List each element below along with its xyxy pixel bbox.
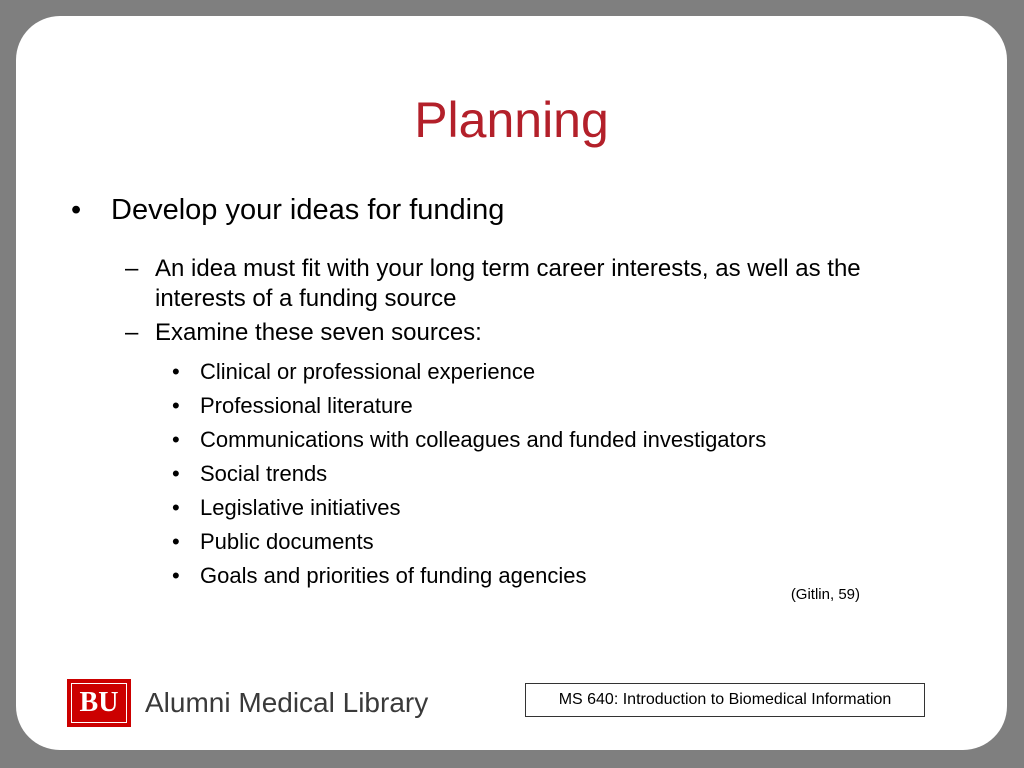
bullet-marker: • — [172, 529, 180, 554]
source-item-text: Social trends — [200, 461, 328, 486]
bullet-marker: • — [172, 393, 180, 418]
slide-title: Planning — [414, 92, 609, 148]
sub-bullet-text: Examine these seven sources: — [155, 319, 482, 346]
bullet-marker: • — [172, 427, 180, 452]
bullet-marker: • — [172, 461, 180, 486]
bullet-marker: • — [71, 194, 82, 226]
course-label: MS 640: Introduction to Biomedical Information — [525, 683, 925, 717]
bu-logo-text: BU — [71, 683, 127, 723]
sub-bullet-text: An idea must fit with your long term career interests, as well as the interests of a funding source — [155, 255, 861, 312]
dash-marker: – — [125, 319, 139, 346]
dash-marker: – — [125, 255, 139, 282]
source-item-text: Clinical or professional experience — [200, 359, 536, 384]
library-name: Alumni Medical Library — [145, 687, 429, 718]
bullet-marker: • — [172, 359, 180, 384]
bullet-marker: • — [172, 563, 180, 588]
citation: (Gitlin, 59) — [790, 586, 860, 603]
bullet-marker: • — [172, 495, 180, 520]
source-item-text: Professional literature — [200, 393, 413, 418]
source-item-text: Communications with colleagues and funded investigators — [200, 427, 767, 452]
source-item-text: Goals and priorities of funding agencies — [200, 563, 587, 588]
source-item-text: Legislative initiatives — [200, 495, 401, 520]
source-item-text: Public documents — [200, 529, 374, 554]
bu-logo — [67, 679, 131, 727]
bullet-main-text: Develop your ideas for funding — [111, 194, 505, 226]
